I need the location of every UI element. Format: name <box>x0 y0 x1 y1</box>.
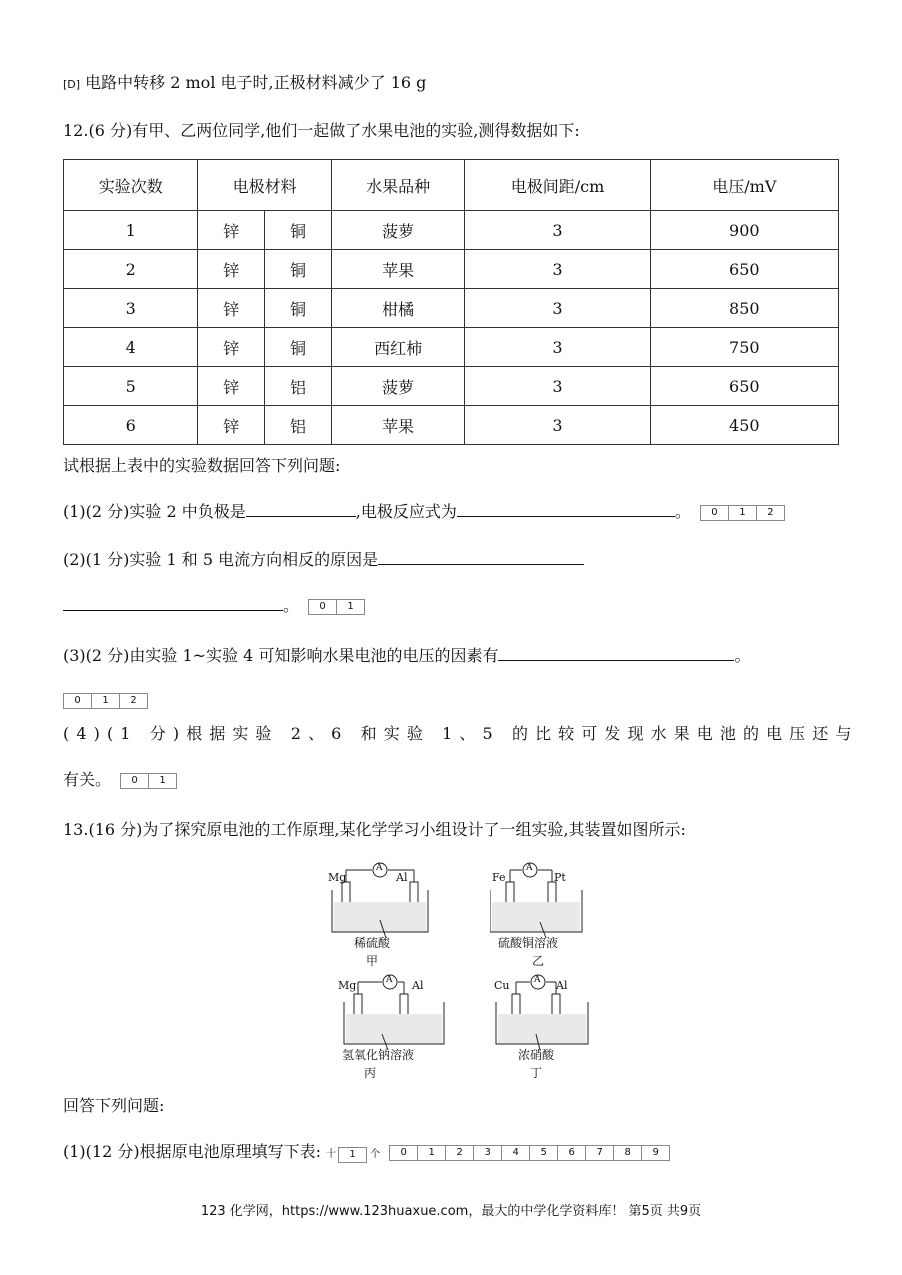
answer-blank-factors[interactable] <box>498 646 734 661</box>
score-option[interactable]: 9 <box>641 1146 669 1160</box>
q12-part3-score <box>63 690 148 710</box>
part1-text-b: ,电极反应式为 <box>355 502 457 521</box>
score-option[interactable]: 0 <box>74 694 81 706</box>
score-option[interactable]: 2 <box>756 506 784 520</box>
figure-name: 乙 <box>532 954 545 968</box>
option-d-text: 电路中转移 2 mol 电子时,正极材料减少了 16 g <box>85 73 427 92</box>
cell: 1 <box>64 211 198 250</box>
figure-ding <box>494 972 604 1082</box>
table-row <box>64 406 839 445</box>
score-option[interactable]: 7 <box>585 1146 613 1160</box>
score-option[interactable]: 1 <box>728 506 756 520</box>
score-option[interactable]: 0 <box>711 506 718 518</box>
q12-part4-cont <box>63 770 177 790</box>
score-box-012[interactable] <box>63 693 148 709</box>
cell: 锌 <box>198 250 265 289</box>
part4-text-b: 有关。 <box>63 770 112 789</box>
tens-score[interactable] <box>326 1145 380 1165</box>
part2-end: 。 <box>283 596 300 615</box>
q12-part3 <box>63 646 750 666</box>
electrolysis-cell-icon <box>490 860 600 940</box>
solution-label: 氢氧化钠溶液 <box>342 1048 415 1062</box>
page-footer: 123 化学网，https://www.123huaxue.com，最大的中学化学资料库！ 第5页 共9页 <box>200 1204 702 1219</box>
cell: 900 <box>650 211 838 250</box>
score-box-0-9[interactable] <box>389 1145 670 1161</box>
meter-label: A <box>376 863 383 873</box>
header-trial: 实验次数 <box>64 160 198 211</box>
score-option[interactable]: 3 <box>473 1146 501 1160</box>
part2-text: (2)(1 分)实验 1 和 5 电流方向相反的原因是 <box>63 550 379 569</box>
solution-label: 浓硝酸 <box>518 1048 555 1062</box>
right-electrode-label: Al <box>396 871 408 884</box>
q13-part1 <box>63 1142 670 1165</box>
q12-part2 <box>63 550 584 570</box>
figure-bing <box>336 972 456 1082</box>
left-electrode-label: Mg <box>328 871 347 884</box>
cell: 西红柿 <box>331 328 464 367</box>
cell: 锌 <box>198 289 265 328</box>
table-row <box>64 367 839 406</box>
cell: 铜 <box>265 250 332 289</box>
cell: 6 <box>64 406 198 445</box>
score-box-012[interactable] <box>700 505 785 521</box>
table-row <box>64 328 839 367</box>
right-electrode-label: Al <box>556 979 568 992</box>
table-row <box>64 250 839 289</box>
cell: 4 <box>64 328 198 367</box>
figure-name: 丙 <box>364 1066 377 1080</box>
cell: 柑橘 <box>331 289 464 328</box>
answer-blank-reason-cont[interactable] <box>63 596 283 611</box>
cell: 650 <box>650 367 838 406</box>
cell: 锌 <box>198 406 265 445</box>
answer-blank-negative-electrode[interactable] <box>246 502 356 517</box>
cell: 苹果 <box>331 250 464 289</box>
score-option[interactable]: 6 <box>557 1146 585 1160</box>
q12-part4: (4)(1 分)根据实验 2、6 和实验 1、5 的比较可发现水果电池的电压还与 <box>63 724 859 743</box>
table-row <box>64 289 839 328</box>
solution-label: 硫酸铜溶液 <box>498 936 559 950</box>
option-d <box>63 73 426 95</box>
part3-text: (3)(2 分)由实验 1~实验 4 可知影响水果电池的电压的因素有 <box>63 646 499 665</box>
cell: 2 <box>64 250 198 289</box>
part1-text-a: (1)(2 分)实验 2 中负极是 <box>63 502 246 521</box>
cell: 3 <box>465 250 650 289</box>
option-d-tag: [D] <box>63 78 81 91</box>
units-label: 个 <box>370 1149 381 1160</box>
meter-label: A <box>386 975 393 985</box>
header-distance: 电极间距/cm <box>465 160 650 211</box>
cell: 3 <box>465 211 650 250</box>
cell: 铜 <box>265 211 332 250</box>
figure-yi <box>490 860 600 970</box>
solution-label: 稀硫酸 <box>354 936 391 950</box>
header-electrode: 电极材料 <box>198 160 332 211</box>
score-option[interactable]: 1 <box>148 774 176 788</box>
q12-part1 <box>63 502 785 522</box>
cell: 铝 <box>265 406 332 445</box>
cell: 3 <box>465 367 650 406</box>
left-electrode-label: Mg <box>338 979 357 992</box>
score-option[interactable]: 4 <box>501 1146 529 1160</box>
cell: 苹果 <box>331 406 464 445</box>
left-electrode-label: Cu <box>494 979 510 992</box>
cell: 850 <box>650 289 838 328</box>
score-option[interactable]: 0 <box>131 774 138 786</box>
score-option[interactable]: 0 <box>400 1146 407 1158</box>
q12-prompt: 试根据上表中的实验数据回答下列问题: <box>63 456 341 475</box>
score-option[interactable]: 2 <box>445 1146 473 1160</box>
fruit-battery-table <box>63 159 839 445</box>
q12-stem: 12.(6 分)有甲、乙两位同学,他们一起做了水果电池的实验,测得数据如下: <box>63 121 580 140</box>
cell: 650 <box>650 250 838 289</box>
right-electrode-label: Pt <box>554 871 566 884</box>
figure-name: 甲 <box>366 954 379 968</box>
q12-part2-cont <box>63 596 365 616</box>
meter-label: A <box>534 975 541 985</box>
cell: 450 <box>650 406 838 445</box>
score-option[interactable]: 1 <box>91 694 119 708</box>
score-option[interactable]: 0 <box>319 600 326 612</box>
cell: 锌 <box>198 211 265 250</box>
q13-prompt: 回答下列问题: <box>63 1096 165 1115</box>
score-option[interactable]: 5 <box>529 1146 557 1160</box>
score-option[interactable]: 1 <box>417 1146 445 1160</box>
table-row <box>64 211 839 250</box>
meter-label: A <box>526 863 533 873</box>
right-electrode-label: Al <box>412 979 424 992</box>
answer-blank-electrode-equation[interactable] <box>457 502 675 517</box>
cell: 铜 <box>265 289 332 328</box>
cell: 锌 <box>198 367 265 406</box>
score-option[interactable]: 1 <box>349 1149 356 1160</box>
table-header-row <box>64 160 839 211</box>
cell: 5 <box>64 367 198 406</box>
tens-label: 十 <box>326 1149 337 1160</box>
score-option[interactable]: 1 <box>336 600 364 614</box>
cell: 750 <box>650 328 838 367</box>
score-option[interactable]: 2 <box>119 694 147 708</box>
cell: 3 <box>465 328 650 367</box>
figure-jia <box>326 860 436 970</box>
cell: 锌 <box>198 328 265 367</box>
cell: 3 <box>64 289 198 328</box>
cell: 菠萝 <box>331 211 464 250</box>
score-box-01[interactable] <box>308 599 365 615</box>
cell: 铝 <box>265 367 332 406</box>
header-fruit: 水果品种 <box>331 160 464 211</box>
score-option[interactable]: 8 <box>613 1146 641 1160</box>
part3-end: 。 <box>734 646 751 665</box>
cell: 3 <box>465 406 650 445</box>
header-voltage: 电压/mV <box>650 160 838 211</box>
electrolysis-cell-icon <box>494 972 604 1052</box>
cell: 铜 <box>265 328 332 367</box>
answer-blank-reason[interactable] <box>378 550 584 565</box>
cell: 3 <box>465 289 650 328</box>
part1-end: 。 <box>674 502 691 521</box>
q13-stem: 13.(16 分)为了探究原电池的工作原理,某化学学习小组设计了一组实验,其装置如图所示: <box>63 820 686 839</box>
left-electrode-label: Fe <box>492 871 506 884</box>
figure-name: 丁 <box>530 1066 543 1080</box>
q13-part1-text: (1)(12 分)根据原电池原理填写下表: <box>63 1142 321 1161</box>
score-box-01[interactable] <box>120 773 177 789</box>
cell: 菠萝 <box>331 367 464 406</box>
